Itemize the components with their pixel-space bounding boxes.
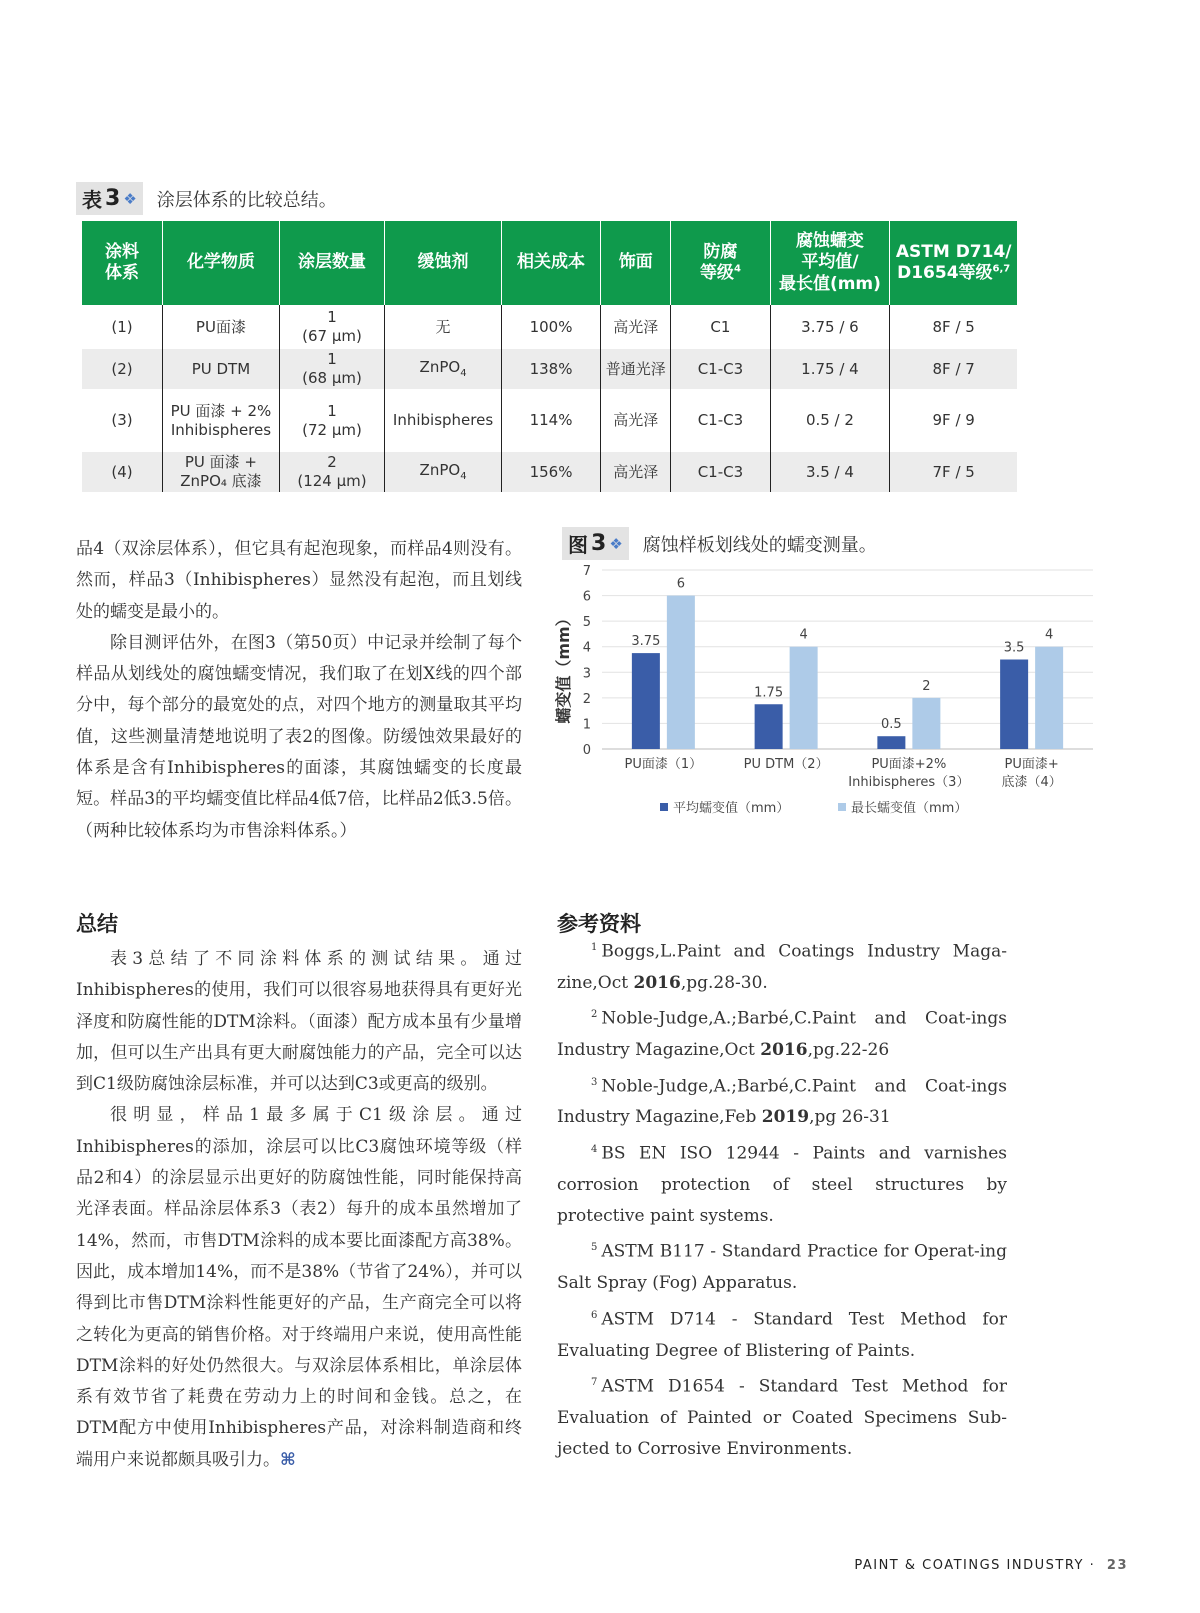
cell-chemistry: PU 面漆 + 2% Inhibispheres xyxy=(163,389,280,452)
table-row xyxy=(82,452,1017,492)
paragraph: 品4（双涂层体系），但它具有起泡现象，而样品4则没有。然而，样品3（Inhibispheres）显然没有起泡，而且划线处的蠕变是最小的。 xyxy=(76,539,522,622)
header-creep: 腐蚀蠕变 平均值/ 最长值(mm) xyxy=(770,221,890,305)
cell-grade: C1-C3 xyxy=(671,389,770,452)
category-label: PU DTM（2） xyxy=(743,757,829,772)
bar xyxy=(790,647,818,749)
reference-item: $^1$ Boggs,L.Paint and Coatings Industry Maga-zine,Oct 2016,pg.28-30. xyxy=(557,941,1007,993)
bar xyxy=(912,698,940,749)
data-label: 2 xyxy=(922,678,931,694)
cell-system: (3) xyxy=(82,389,163,452)
reference-number: 5 xyxy=(591,1242,598,1254)
cell-astm: 7F / 5 xyxy=(890,452,1017,492)
cell-finish: 高光泽 xyxy=(601,305,671,349)
cell-inhibitor: ZnPO$_4$ xyxy=(385,452,502,492)
cell-cost: 138% xyxy=(501,349,600,389)
y-tick-label: 6 xyxy=(582,589,591,605)
y-tick-label: 4 xyxy=(582,640,591,656)
table-label-text: 表 xyxy=(82,188,102,212)
references-list xyxy=(557,932,1007,1465)
cell-chemistry: PU DTM xyxy=(163,349,280,389)
cell-cost: 114% xyxy=(501,389,600,452)
cell-system: (2) xyxy=(82,349,163,389)
data-label: 4 xyxy=(1044,627,1054,643)
cell-cost: 100% xyxy=(501,305,600,349)
category-label: PU面漆（1） xyxy=(624,757,703,772)
category-label: PU面漆+ xyxy=(1004,757,1059,772)
paragraph: 很明显，样品1最多属于C1级涂层。通过Inhibispheres的添加，涂层可以比C3腐蚀环境等级（样品2和4）的涂层显示出更好的防腐蚀性能，同时能保持高光泽表面。样品涂层体系3（表2）每升的成本虽然增加了14%，然而，市售DTM涂料的成本要比面漆配方高38%。因此，成本增加14%，而不是38%（节省了24%），并可以得到比市售DTM涂料性能更好的产品，生产商完全可以将之转化为更高的销售价格。对于终端用户来说，使用高性能DTM涂料的好处仍然很大。与双涂层体系相比，单涂层体系有效节省了耗费在劳动力上的时间和金钱。总之，在DTM配方中使用Inhibispheres产品，对涂料制造商和终端用户来说都颇具吸引力。⌘ xyxy=(76,1105,522,1470)
cell-astm: 8F / 5 xyxy=(890,305,1017,349)
figure-number: 3 xyxy=(591,531,607,556)
data-label: 3.5 xyxy=(1003,640,1025,656)
reference-number: 4 xyxy=(591,1143,598,1155)
header-finish: 饰面 xyxy=(601,221,671,305)
cell-creep: 3.5 / 4 xyxy=(770,452,890,492)
table-header-row xyxy=(82,221,1017,305)
legend-swatch xyxy=(660,803,668,811)
reference-item: $^7$ ASTM D1654 - Standard Test Method for Evaluation of Painted or Coated Specimens Sub-jected to Corrosive Environments. xyxy=(557,1376,1007,1460)
y-axis-label: 蠕变值（mm） xyxy=(554,610,573,724)
y-tick-label: 7 xyxy=(582,564,591,579)
legend-swatch xyxy=(838,803,846,811)
cell-coats: 1 (67 µm) xyxy=(279,305,384,349)
summary-heading: 总结 xyxy=(76,912,118,936)
header-astm: ASTM D714/ D1654等级$^{6,7}$ xyxy=(890,221,1017,305)
bar xyxy=(632,653,660,749)
header-grade: 防腐 等级$^4$ xyxy=(671,221,770,305)
category-labels xyxy=(625,756,1062,790)
reference-number: 2 xyxy=(591,1009,598,1021)
category-label: PU面漆+2% xyxy=(871,757,947,772)
diamond-dots-icon: ❖ xyxy=(609,534,623,553)
creep-bar-chart xyxy=(545,555,1140,855)
table-label xyxy=(76,182,143,215)
paragraph: 除目测评估外，在图3（第50页）中记录并绘制了每个样品从划线处的腐蚀蠕变情况，我们取了在划X线的四个部分中，每个部分的最宽处的点，对四个地方的测量取其平均值，这些测量清楚地说明了表2的图像。防缓蚀效果最好的体系是含有Inhibispheres的面漆，其腐蚀蠕变的长度最短。样品3的平均蠕变值比样品4低7倍，比样品2低3.5倍。（两种比较体系均为市售涂料体系。） xyxy=(76,632,522,841)
cell-grade: C1-C3 xyxy=(671,452,770,492)
bar xyxy=(1000,660,1028,750)
reference-item: $^5$ ASTM B117 - Standard Practice for Operat-ing Salt Spray (Fog) Apparatus. xyxy=(557,1241,1007,1294)
bar xyxy=(877,736,905,749)
table-row xyxy=(82,389,1017,452)
chart-legend xyxy=(660,800,967,816)
cell-finish: 高光泽 xyxy=(601,452,671,492)
header-coats: 涂层数量 xyxy=(279,221,384,305)
cell-system: (1) xyxy=(82,305,163,349)
header-inhibitor: 缓蚀剂 xyxy=(385,221,502,305)
page-footer xyxy=(854,1558,1128,1573)
y-tick-label: 3 xyxy=(582,666,591,682)
bar xyxy=(1035,647,1063,749)
summary-text xyxy=(76,944,522,1476)
body-text-top xyxy=(76,534,522,847)
cell-chemistry: PU面漆 xyxy=(163,305,280,349)
reference-item: $^4$ BS EN ISO 12944 - Paints and varnishes corrosion protection of steel structures by protective paint systems. xyxy=(557,1143,1007,1226)
footer-separator: · xyxy=(1089,1558,1096,1573)
journal-name: PAINT & COATINGS INDUSTRY xyxy=(854,1558,1084,1573)
cell-chemistry: PU 面漆 + ZnPO₄ 底漆 xyxy=(163,452,280,492)
y-tick-label: 1 xyxy=(582,717,591,733)
comparison-table xyxy=(82,221,1017,492)
bar xyxy=(667,596,695,749)
header-chemistry: 化学物质 xyxy=(163,221,280,305)
reference-number: 7 xyxy=(591,1376,598,1388)
header-system: 涂料 体系 xyxy=(82,221,163,305)
paragraph: 表3总结了不同涂料体系的测试结果。通过Inhibispheres的使用，我们可以很容易地获得具有更好光泽度和防腐性能的DTM涂料。（面漆）配方成本虽有少量增加，但可以生产出具有更大耐腐蚀能力的产品，完全可以达到C1级防腐蚀涂层标准，并可以达到C3或更高的级别。 xyxy=(76,949,522,1095)
cell-inhibitor: 无 xyxy=(385,305,502,349)
reference-item: $^6$ ASTM D714 - Standard Test Method for Evaluating Degree of Blistering of Paints. xyxy=(557,1309,1007,1361)
reference-number: 6 xyxy=(591,1309,598,1321)
data-label: 6 xyxy=(676,576,686,592)
bar xyxy=(755,704,783,749)
cell-astm: 8F / 7 xyxy=(890,349,1017,389)
data-label: 4 xyxy=(799,627,808,643)
reference-number: 1 xyxy=(591,942,598,953)
data-label: 1.75 xyxy=(754,685,784,701)
cell-coats: 2 (124 µm) xyxy=(279,452,384,492)
table-row xyxy=(82,349,1017,389)
header-cost: 相关成本 xyxy=(501,221,600,305)
cell-coats: 1 (72 µm) xyxy=(279,389,384,452)
reference-item: $^3$ Noble-Judge,A.;Barbé,C.Paint and Coat-ings Industry Magazine,Feb 2019,pg 26-31 xyxy=(557,1076,1007,1128)
figure-title: 腐蚀样板划线处的蠕变测量。 xyxy=(642,534,877,556)
cell-cost: 156% xyxy=(501,452,600,492)
data-label: 0.5 xyxy=(881,717,902,733)
y-tick-labels xyxy=(583,564,591,758)
cell-astm: 9F / 9 xyxy=(890,389,1017,452)
y-tick-label: 5 xyxy=(582,615,591,631)
y-tick-label: 0 xyxy=(582,743,591,758)
table-row xyxy=(82,305,1017,349)
page-number: 23 xyxy=(1106,1558,1128,1573)
category-label: Inhibispheres（3） xyxy=(848,775,970,790)
cell-creep: 0.5 / 2 xyxy=(770,389,890,452)
figure-label-text: 图 xyxy=(568,533,588,557)
diamond-dots-icon: ❖ xyxy=(123,189,137,208)
y-tick-label: 2 xyxy=(582,691,591,707)
cell-system: (4) xyxy=(82,452,163,492)
references-heading: 参考资料 xyxy=(557,912,641,936)
legend-label: 平均蠕变值（mm） xyxy=(673,801,790,816)
cell-creep: 1.75 / 4 xyxy=(770,349,890,389)
cell-inhibitor: Inhibispheres xyxy=(385,389,502,452)
reference-item: $^2$ Noble-Judge,A.;Barbé,C.Paint and Coat-ings Industry Magazine,Oct 2016,pg.22-26 xyxy=(557,1008,1007,1061)
table-title: 涂层体系的比较总结。 xyxy=(156,189,337,211)
table-number: 3 xyxy=(105,186,121,211)
category-label: 底漆（4） xyxy=(1001,775,1062,790)
data-label: 3.75 xyxy=(631,634,661,650)
cell-grade: C1-C3 xyxy=(671,349,770,389)
cell-coats: 1 (68 µm) xyxy=(279,349,384,389)
cell-grade: C1 xyxy=(671,305,770,349)
table-caption xyxy=(76,182,337,215)
cell-inhibitor: ZnPO$_4$ xyxy=(385,349,502,389)
legend-label: 最长蠕变值（mm） xyxy=(851,801,968,816)
cell-finish: 普通光泽 xyxy=(601,349,671,389)
end-mark-icon: ⌘ xyxy=(280,1449,296,1470)
cell-creep: 3.75 / 6 xyxy=(770,305,890,349)
reference-number: 3 xyxy=(591,1076,598,1088)
cell-finish: 高光泽 xyxy=(601,389,671,452)
